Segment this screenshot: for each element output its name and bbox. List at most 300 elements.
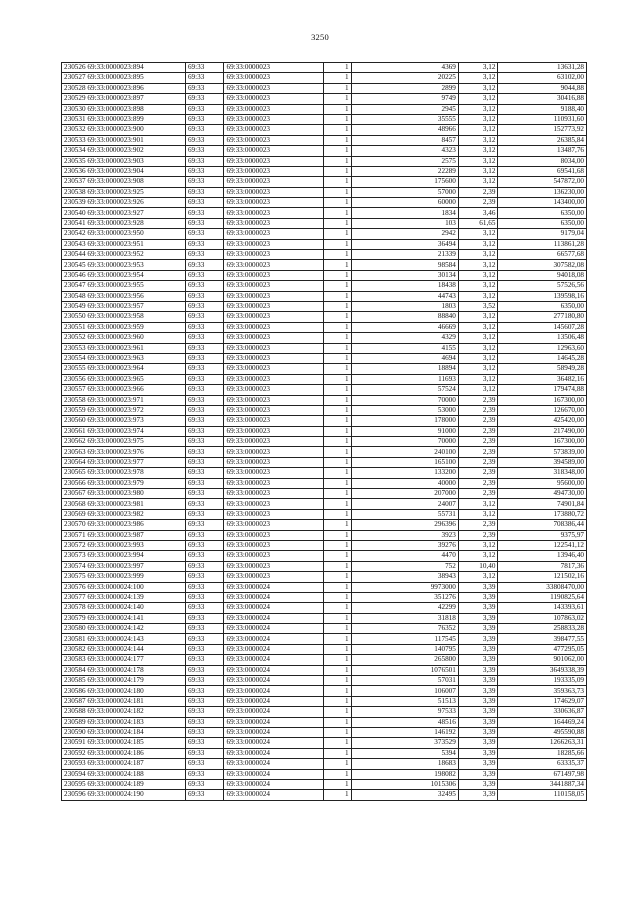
rate-cell: 2,39 — [458, 395, 498, 405]
count-cell: 1 — [324, 135, 351, 145]
amount-cell: 13506,48 — [498, 333, 587, 343]
cadastral-block-cell: 69:33:0000023 — [224, 551, 324, 561]
region-code-cell: 69:33 — [185, 333, 224, 343]
amount-cell: 6350,00 — [498, 208, 587, 218]
table-row — [62, 416, 587, 426]
region-code-cell: 69:33 — [185, 135, 224, 145]
table-row — [62, 447, 587, 457]
rate-cell: 3,39 — [458, 728, 498, 738]
cadastral-block-cell: 69:33:0000023 — [224, 499, 324, 509]
table-row — [62, 707, 587, 717]
region-code-cell: 69:33 — [185, 509, 224, 519]
cadastral-id-cell: 230527 69:33:0000023:895 — [62, 73, 186, 83]
count-cell: 1 — [324, 405, 351, 415]
count-cell: 1 — [324, 250, 351, 260]
rate-cell: 3,39 — [458, 665, 498, 675]
count-cell: 1 — [324, 489, 351, 499]
cadastral-block-cell: 69:33:0000023 — [224, 572, 324, 582]
cadastral-id-cell: 230541 69:33:0000023:928 — [62, 218, 186, 228]
region-code-cell: 69:33 — [185, 63, 224, 73]
amount-cell: 18285,66 — [498, 748, 587, 758]
cadastral-block-cell: 69:33:0000023 — [224, 478, 324, 488]
count-cell: 1 — [324, 260, 351, 270]
count-cell: 1 — [324, 364, 351, 374]
area-cell: 70000 — [351, 437, 458, 447]
table-row — [62, 239, 587, 249]
count-cell: 1 — [324, 312, 351, 322]
amount-cell: 330636,87 — [498, 707, 587, 717]
area-cell: 18894 — [351, 364, 458, 374]
area-cell: 146192 — [351, 728, 458, 738]
amount-cell: 477295,05 — [498, 644, 587, 654]
cadastral-block-cell: 69:33:0000023 — [224, 135, 324, 145]
amount-cell: 7817,36 — [498, 561, 587, 571]
table-row — [62, 281, 587, 291]
count-cell: 1 — [324, 509, 351, 519]
table-row — [62, 790, 587, 800]
area-cell: 2899 — [351, 83, 458, 93]
region-code-cell: 69:33 — [185, 374, 224, 384]
rate-cell: 3,46 — [458, 208, 498, 218]
amount-cell: 152773,92 — [498, 125, 587, 135]
table-row — [62, 572, 587, 582]
cadastral-block-cell: 69:33:0000023 — [224, 156, 324, 166]
count-cell: 1 — [324, 728, 351, 738]
table-row — [62, 125, 587, 135]
table-row — [62, 166, 587, 176]
region-code-cell: 69:33 — [185, 94, 224, 104]
area-cell: 60000 — [351, 198, 458, 208]
table-row — [62, 312, 587, 322]
cadastral-block-cell: 69:33:0000023 — [224, 291, 324, 301]
area-cell: 21339 — [351, 250, 458, 260]
cadastral-block-cell: 69:33:0000024 — [224, 603, 324, 613]
amount-cell: 113861,28 — [498, 239, 587, 249]
region-code-cell: 69:33 — [185, 530, 224, 540]
count-cell: 1 — [324, 561, 351, 571]
rate-cell: 3,12 — [458, 83, 498, 93]
region-code-cell: 69:33 — [185, 260, 224, 270]
cadastral-block-cell: 69:33:0000023 — [224, 281, 324, 291]
area-cell: 9749 — [351, 94, 458, 104]
amount-cell: 425420,00 — [498, 416, 587, 426]
cadastral-block-cell: 69:33:0000023 — [224, 405, 324, 415]
region-code-cell: 69:33 — [185, 177, 224, 187]
amount-cell: 139598,16 — [498, 291, 587, 301]
cadastral-id-cell: 230564 69:33:0000023:977 — [62, 457, 186, 467]
amount-cell: 307582,08 — [498, 260, 587, 270]
rate-cell: 3,39 — [458, 676, 498, 686]
area-cell: 1076501 — [351, 665, 458, 675]
table-row — [62, 385, 587, 395]
region-code-cell: 69:33 — [185, 769, 224, 779]
cadastral-block-cell: 69:33:0000024 — [224, 634, 324, 644]
cadastral-id-cell: 230589 69:33:0000024:183 — [62, 717, 186, 727]
table-row — [62, 696, 587, 706]
cadastral-id-cell: 230575 69:33:0000023:999 — [62, 572, 186, 582]
area-cell: 4694 — [351, 353, 458, 363]
area-cell: 373529 — [351, 738, 458, 748]
rate-cell: 10,40 — [458, 561, 498, 571]
count-cell: 1 — [324, 676, 351, 686]
area-cell: 198082 — [351, 769, 458, 779]
table-row — [62, 530, 587, 540]
cadastral-id-cell: 230588 69:33:0000024:182 — [62, 707, 186, 717]
region-code-cell: 69:33 — [185, 561, 224, 571]
area-cell: 70000 — [351, 395, 458, 405]
cadastral-block-cell: 69:33:0000023 — [224, 146, 324, 156]
area-cell: 207000 — [351, 489, 458, 499]
cadastral-block-cell: 69:33:0000023 — [224, 114, 324, 124]
region-code-cell: 69:33 — [185, 613, 224, 623]
cadastral-id-cell: 230547 69:33:0000023:955 — [62, 281, 186, 291]
cadastral-id-cell: 230587 69:33:0000024:181 — [62, 696, 186, 706]
count-cell: 1 — [324, 603, 351, 613]
region-code-cell: 69:33 — [185, 728, 224, 738]
amount-cell: 107863,02 — [498, 613, 587, 623]
amount-cell: 110931,60 — [498, 114, 587, 124]
rate-cell: 2,39 — [458, 478, 498, 488]
region-code-cell: 69:33 — [185, 426, 224, 436]
area-cell: 98584 — [351, 260, 458, 270]
cadastral-block-cell: 69:33:0000023 — [224, 333, 324, 343]
area-cell: 752 — [351, 561, 458, 571]
amount-cell: 14645,28 — [498, 353, 587, 363]
amount-cell: 143400,00 — [498, 198, 587, 208]
table-row — [62, 582, 587, 592]
cadastral-id-cell: 230554 69:33:0000023:963 — [62, 353, 186, 363]
count-cell: 1 — [324, 551, 351, 561]
area-cell: 48966 — [351, 125, 458, 135]
amount-cell: 164469,24 — [498, 717, 587, 727]
area-cell: 40000 — [351, 478, 458, 488]
cadastral-id-cell: 230578 69:33:0000024:140 — [62, 603, 186, 613]
region-code-cell: 69:33 — [185, 301, 224, 311]
count-cell: 1 — [324, 696, 351, 706]
count-cell: 1 — [324, 468, 351, 478]
amount-cell: 398477,55 — [498, 634, 587, 644]
rate-cell: 2,39 — [458, 489, 498, 499]
cadastral-id-cell: 230530 69:33:0000023:898 — [62, 104, 186, 114]
count-cell: 1 — [324, 322, 351, 332]
region-code-cell: 69:33 — [185, 353, 224, 363]
area-cell: 48516 — [351, 717, 458, 727]
cadastral-block-cell: 69:33:0000023 — [224, 457, 324, 467]
count-cell: 1 — [324, 644, 351, 654]
cadastral-block-cell: 69:33:0000024 — [224, 717, 324, 727]
count-cell: 1 — [324, 104, 351, 114]
cadastral-id-cell: 230591 69:33:0000024:185 — [62, 738, 186, 748]
cadastral-id-cell: 230545 69:33:0000023:953 — [62, 260, 186, 270]
count-cell: 1 — [324, 790, 351, 800]
rate-cell: 3,12 — [458, 63, 498, 73]
cadastral-block-cell: 69:33:0000023 — [224, 374, 324, 384]
count-cell: 1 — [324, 177, 351, 187]
region-code-cell: 69:33 — [185, 405, 224, 415]
cadastral-block-cell: 69:33:0000023 — [224, 509, 324, 519]
rate-cell: 3,12 — [458, 135, 498, 145]
rate-cell: 2,39 — [458, 468, 498, 478]
area-cell: 8457 — [351, 135, 458, 145]
amount-cell: 66577,68 — [498, 250, 587, 260]
cadastral-block-cell: 69:33:0000023 — [224, 83, 324, 93]
cadastral-id-cell: 230596 69:33:0000024:190 — [62, 790, 186, 800]
area-cell: 265800 — [351, 655, 458, 665]
cadastral-block-cell: 69:33:0000024 — [224, 790, 324, 800]
count-cell: 1 — [324, 166, 351, 176]
amount-cell: 901062,00 — [498, 655, 587, 665]
cadastral-block-cell: 69:33:0000023 — [224, 530, 324, 540]
region-code-cell: 69:33 — [185, 499, 224, 509]
amount-cell: 6350,00 — [498, 218, 587, 228]
count-cell: 1 — [324, 208, 351, 218]
table-row — [62, 63, 587, 73]
table-row — [62, 83, 587, 93]
cadastral-id-cell: 230573 69:33:0000023:994 — [62, 551, 186, 561]
rate-cell: 61,65 — [458, 218, 498, 228]
count-cell: 1 — [324, 239, 351, 249]
table-row — [62, 592, 587, 602]
region-code-cell: 69:33 — [185, 603, 224, 613]
cadastral-id-cell: 230540 69:33:0000023:927 — [62, 208, 186, 218]
amount-cell: 13487,76 — [498, 146, 587, 156]
cadastral-id-cell: 230539 69:33:0000023:926 — [62, 198, 186, 208]
cadastral-block-cell: 69:33:0000024 — [224, 779, 324, 789]
cadastral-id-cell: 230586 69:33:0000024:180 — [62, 686, 186, 696]
cadastral-id-cell: 230571 69:33:0000023:987 — [62, 530, 186, 540]
area-cell: 1834 — [351, 208, 458, 218]
rate-cell: 2,39 — [458, 405, 498, 415]
count-cell: 1 — [324, 717, 351, 727]
cadastral-id-cell: 230576 69:33:0000024:100 — [62, 582, 186, 592]
table-row — [62, 613, 587, 623]
cadastral-block-cell: 69:33:0000023 — [224, 187, 324, 197]
amount-cell: 167300,00 — [498, 395, 587, 405]
table-row — [62, 520, 587, 530]
area-cell: 2942 — [351, 229, 458, 239]
cadastral-id-cell: 230563 69:33:0000023:976 — [62, 447, 186, 457]
table-row — [62, 177, 587, 187]
cadastral-block-cell: 69:33:0000024 — [224, 665, 324, 675]
rate-cell: 3,12 — [458, 125, 498, 135]
amount-cell: 110158,05 — [498, 790, 587, 800]
table-row — [62, 769, 587, 779]
region-code-cell: 69:33 — [185, 644, 224, 654]
cadastral-id-cell: 230548 69:33:0000023:956 — [62, 291, 186, 301]
area-cell: 4329 — [351, 333, 458, 343]
table-row — [62, 187, 587, 197]
rate-cell: 2,39 — [458, 198, 498, 208]
table-row — [62, 478, 587, 488]
table-row — [62, 208, 587, 218]
cadastral-block-cell: 69:33:0000024 — [224, 655, 324, 665]
cadastral-block-cell: 69:33:0000023 — [224, 489, 324, 499]
count-cell: 1 — [324, 94, 351, 104]
count-cell: 1 — [324, 281, 351, 291]
count-cell: 1 — [324, 198, 351, 208]
area-cell: 5394 — [351, 748, 458, 758]
region-code-cell: 69:33 — [185, 779, 224, 789]
cadastral-block-cell: 69:33:0000024 — [224, 592, 324, 602]
cadastral-id-cell: 230561 69:33:0000023:974 — [62, 426, 186, 436]
rate-cell: 3,39 — [458, 748, 498, 758]
rate-cell: 3,12 — [458, 374, 498, 384]
table-row — [62, 437, 587, 447]
cadastral-block-cell: 69:33:0000024 — [224, 644, 324, 654]
area-cell: 97533 — [351, 707, 458, 717]
region-code-cell: 69:33 — [185, 572, 224, 582]
rate-cell: 2,39 — [458, 530, 498, 540]
rate-cell: 3,12 — [458, 540, 498, 550]
area-cell: 51513 — [351, 696, 458, 706]
count-cell: 1 — [324, 437, 351, 447]
area-cell: 24007 — [351, 499, 458, 509]
cadastral-id-cell: 230583 69:33:0000024:177 — [62, 655, 186, 665]
area-cell: 178000 — [351, 416, 458, 426]
region-code-cell: 69:33 — [185, 291, 224, 301]
table-row — [62, 94, 587, 104]
table-row — [62, 333, 587, 343]
amount-cell: 495590,88 — [498, 728, 587, 738]
region-code-cell: 69:33 — [185, 125, 224, 135]
cadastral-block-cell: 69:33:0000024 — [224, 738, 324, 748]
cadastral-id-cell: 230559 69:33:0000023:972 — [62, 405, 186, 415]
area-cell: 42299 — [351, 603, 458, 613]
amount-cell: 30416,88 — [498, 94, 587, 104]
area-cell: 4155 — [351, 343, 458, 353]
count-cell: 1 — [324, 499, 351, 509]
cadastral-block-cell: 69:33:0000023 — [224, 94, 324, 104]
cadastral-block-cell: 69:33:0000024 — [224, 728, 324, 738]
cadastral-id-cell: 230536 69:33:0000023:904 — [62, 166, 186, 176]
count-cell: 1 — [324, 613, 351, 623]
area-cell: 35555 — [351, 114, 458, 124]
cadastral-block-cell: 69:33:0000024 — [224, 613, 324, 623]
rate-cell: 3,12 — [458, 312, 498, 322]
area-cell: 30134 — [351, 270, 458, 280]
count-cell: 1 — [324, 520, 351, 530]
cadastral-id-cell: 230549 69:33:0000023:957 — [62, 301, 186, 311]
amount-cell: 494730,00 — [498, 489, 587, 499]
area-cell: 140795 — [351, 644, 458, 654]
cadastral-id-cell: 230566 69:33:0000023:979 — [62, 478, 186, 488]
cadastral-id-cell: 230555 69:33:0000023:964 — [62, 364, 186, 374]
cadastral-block-cell: 69:33:0000023 — [224, 540, 324, 550]
count-cell: 1 — [324, 291, 351, 301]
region-code-cell: 69:33 — [185, 634, 224, 644]
table-row — [62, 457, 587, 467]
rate-cell: 3,12 — [458, 114, 498, 124]
cadastral-block-cell: 69:33:0000023 — [224, 561, 324, 571]
page-number: 3250 — [311, 32, 329, 42]
amount-cell: 58949,28 — [498, 364, 587, 374]
region-code-cell: 69:33 — [185, 218, 224, 228]
cadastral-block-cell: 69:33:0000024 — [224, 676, 324, 686]
amount-cell: 394589,00 — [498, 457, 587, 467]
rate-cell: 3,12 — [458, 146, 498, 156]
region-code-cell: 69:33 — [185, 437, 224, 447]
region-code-cell: 69:33 — [185, 624, 224, 634]
area-cell: 1803 — [351, 301, 458, 311]
amount-cell: 8034,00 — [498, 156, 587, 166]
cadastral-id-cell: 230574 69:33:0000023:997 — [62, 561, 186, 571]
rate-cell: 3,12 — [458, 364, 498, 374]
amount-cell: 9179,04 — [498, 229, 587, 239]
table-row — [62, 665, 587, 675]
rate-cell: 3,39 — [458, 738, 498, 748]
table-row — [62, 395, 587, 405]
count-cell: 1 — [324, 73, 351, 83]
cadastral-id-cell: 230526 69:33:0000023:894 — [62, 63, 186, 73]
cadastral-block-cell: 69:33:0000023 — [224, 385, 324, 395]
amount-cell: 74901,84 — [498, 499, 587, 509]
area-cell: 44743 — [351, 291, 458, 301]
amount-cell: 179474,88 — [498, 385, 587, 395]
table-body — [62, 63, 587, 801]
rate-cell: 3,12 — [458, 509, 498, 519]
table-row — [62, 468, 587, 478]
rate-cell: 3,39 — [458, 655, 498, 665]
amount-cell: 217490,00 — [498, 426, 587, 436]
table-row — [62, 624, 587, 634]
cadastral-block-cell: 69:33:0000023 — [224, 73, 324, 83]
cadastral-id-cell: 230556 69:33:0000023:965 — [62, 374, 186, 384]
cadastral-id-cell: 230551 69:33:0000023:959 — [62, 322, 186, 332]
cadastral-id-cell: 230580 69:33:0000024:142 — [62, 624, 186, 634]
region-code-cell: 69:33 — [185, 281, 224, 291]
count-cell: 1 — [324, 665, 351, 675]
rate-cell: 3,39 — [458, 582, 498, 592]
area-cell: 32495 — [351, 790, 458, 800]
region-code-cell: 69:33 — [185, 198, 224, 208]
area-cell: 57031 — [351, 676, 458, 686]
table-row — [62, 270, 587, 280]
area-cell: 88840 — [351, 312, 458, 322]
amount-cell: 33808470,00 — [498, 582, 587, 592]
region-code-cell: 69:33 — [185, 187, 224, 197]
area-cell: 103 — [351, 218, 458, 228]
cadastral-id-cell: 230577 69:33:0000024:139 — [62, 592, 186, 602]
cadastral-block-cell: 69:33:0000023 — [224, 322, 324, 332]
rate-cell: 3,39 — [458, 644, 498, 654]
rate-cell: 2,39 — [458, 416, 498, 426]
region-code-cell: 69:33 — [185, 364, 224, 374]
cadastral-id-cell: 230572 69:33:0000023:993 — [62, 540, 186, 550]
area-cell: 38943 — [351, 572, 458, 582]
rate-cell: 3,39 — [458, 603, 498, 613]
region-code-cell: 69:33 — [185, 717, 224, 727]
rate-cell: 3,12 — [458, 260, 498, 270]
area-cell: 57524 — [351, 385, 458, 395]
cadastral-id-cell: 230550 69:33:0000023:958 — [62, 312, 186, 322]
count-cell: 1 — [324, 779, 351, 789]
cadastral-id-cell: 230543 69:33:0000023:951 — [62, 239, 186, 249]
amount-cell: 95600,00 — [498, 478, 587, 488]
region-code-cell: 69:33 — [185, 73, 224, 83]
table-row — [62, 146, 587, 156]
cadastral-id-cell: 230562 69:33:0000023:975 — [62, 437, 186, 447]
table-row — [62, 717, 587, 727]
table-row — [62, 551, 587, 561]
cadastral-block-cell: 69:33:0000024 — [224, 769, 324, 779]
table-row — [62, 728, 587, 738]
amount-cell: 573839,00 — [498, 447, 587, 457]
rate-cell: 2,39 — [458, 457, 498, 467]
region-code-cell: 69:33 — [185, 416, 224, 426]
amount-cell: 26385,84 — [498, 135, 587, 145]
table-row — [62, 655, 587, 665]
table-row — [62, 301, 587, 311]
